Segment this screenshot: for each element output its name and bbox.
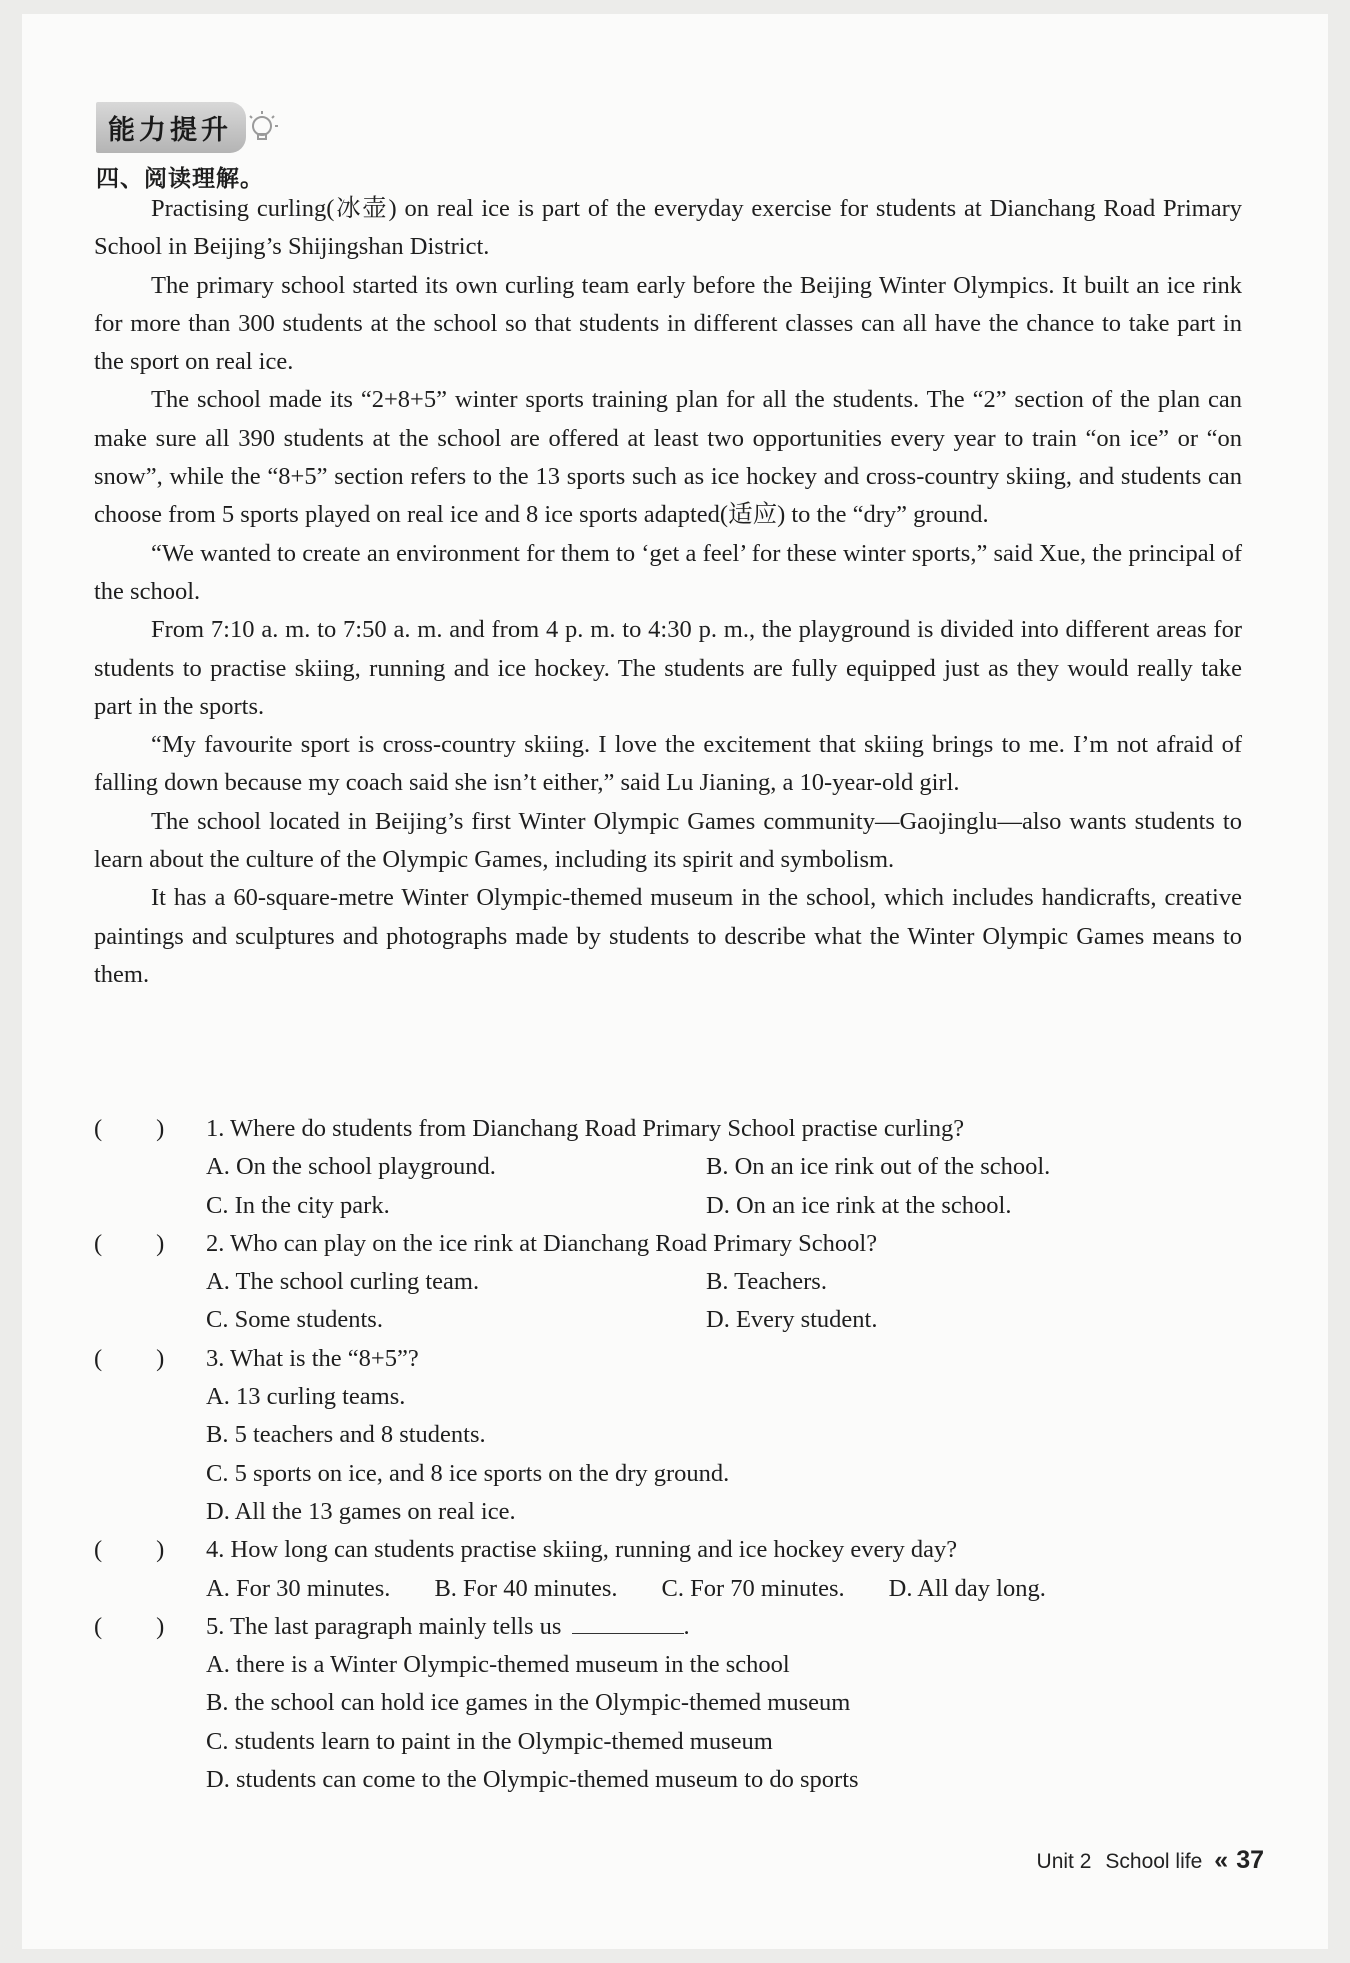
question-stem: 2. Who can play on the ice rink at Dianchang Road Primary School? [206, 1229, 878, 1257]
footer-unit: Unit 2 [1036, 1850, 1092, 1873]
option-c: C. students learn to paint in the Olympic-themed museum [206, 1727, 773, 1755]
page-footer [1037, 1846, 1264, 1875]
exercise-heading: 四、阅读理解。 [96, 166, 264, 192]
answer-blank[interactable]: ( ) [94, 1536, 165, 1564]
question-5 [94, 1608, 1242, 1799]
answer-blank[interactable]: ( ) [94, 1344, 165, 1372]
option-a: A. On the school playground. [206, 1153, 496, 1181]
question-stem: 1. Where do students from Dianchang Road Primary School practise curling? [206, 1115, 965, 1142]
passage-paragraph: “My favourite sport is cross-country skiing. I love the excitement that skiing brings to me. I’m not afraid of falling down because my coach said she isn’t either,” said Lu Jianing, a 10-year-old girl. [94, 731, 1242, 797]
option-b: B. Teachers. [706, 1268, 827, 1296]
answer-blank[interactable]: ( ) [94, 1115, 165, 1142]
reading-passage [94, 190, 1242, 994]
fill-in-blank-line[interactable] [572, 1609, 684, 1634]
option-c: C. In the city park. [206, 1191, 390, 1219]
option-a: A. The school curling team. [206, 1268, 480, 1296]
option-d: D. students can come to the Olympic-themed museum to do sports [206, 1766, 859, 1794]
passage-paragraph: The school located in Beijing’s first Winter Olympic Games community—Gaojinglu—also wants students to learn about the culture of the Olympic Games, including its spirit and symbolism. [94, 807, 1242, 874]
option-b: B. the school can hold ice games in the Olympic-themed museum [206, 1689, 851, 1717]
option-c: C. For 70 minutes. [661, 1574, 845, 1602]
question-stem: 3. What is the “8+5”? [206, 1344, 419, 1372]
passage-paragraph: Practising curling(冰壶) on real ice is part of the everyday exercise for students at Dianchang Road Primary School in Beijing’s Shijingshan District. [94, 195, 1242, 261]
option-d: D. On an ice rink at the school. [706, 1191, 1012, 1219]
answer-blank[interactable]: ( ) [94, 1229, 165, 1257]
answer-blank[interactable]: ( ) [94, 1612, 165, 1640]
footer-unit-title: School life [1105, 1850, 1203, 1873]
option-d: D. All the 13 games on real ice. [206, 1497, 516, 1525]
lightbulb-icon [242, 108, 282, 148]
option-d: D. Every student. [706, 1306, 878, 1334]
option-b: B. For 40 minutes. [434, 1574, 618, 1602]
question-1 [94, 1110, 1242, 1225]
passage-paragraph: It has a 60-square-metre Winter Olympic-themed museum in the school, which includes handicrafts, creative paintings and sculptures and photographs made by students to describe what the Winter Olympic Games means to them. [94, 884, 1242, 988]
question-stem: 5. The last paragraph mainly tells us [206, 1612, 562, 1640]
passage-paragraph: The school made its “2+8+5” winter sports training plan for all the students. The “2” section of the plan can make sure all 390 students at the school are offered at least two opportunities every year to train “on ice” or “on snow”, while the “8+5” section refers to the 13 sports such as ice hockey and cross-country skiing, and students can choose from 5 sports played on real ice and 8 ice sports adapted(适应) to the “dry” ground. [94, 386, 1242, 529]
option-d: D. All day long. [888, 1574, 1046, 1602]
page-number: 37 [1236, 1846, 1264, 1874]
passage-paragraph: “We wanted to create an environment for them to ‘get a feel’ for these winter sports,” said Xue, the principal of the school. [94, 539, 1242, 605]
question-stem-end: . [683, 1612, 690, 1640]
question-2 [94, 1225, 1242, 1340]
section-badge-label: 能力提升 [96, 102, 246, 153]
section-badge [96, 102, 282, 153]
option-a: A. there is a Winter Olympic-themed museum in the school [206, 1651, 790, 1679]
question-list [94, 1110, 1242, 1799]
option-b: B. 5 teachers and 8 students. [206, 1421, 486, 1449]
passage-paragraph: The primary school started its own curling team early before the Beijing Winter Olympics. It built an ice rink for more than 300 students at the school so that students in different classes can all have the chance to take part in the sport on real ice. [94, 271, 1242, 376]
question-4 [94, 1531, 1242, 1608]
option-c: C. 5 sports on ice, and 8 ice sports on the dry ground. [206, 1459, 730, 1487]
option-c: C. Some students. [206, 1306, 383, 1334]
question-stem: 4. How long can students practise skiing, running and ice hockey every day? [206, 1536, 958, 1564]
option-b: B. On an ice rink out of the school. [706, 1153, 1051, 1181]
passage-paragraph: From 7:10 a. m. to 7:50 a. m. and from 4 p. m. to 4:30 p. m., the playground is divided into different areas for students to practise skiing, running and ice hockey. The students are fully equipped just as they would really take part in the sports. [94, 616, 1242, 720]
option-a: A. 13 curling teams. [206, 1383, 406, 1411]
option-a: A. For 30 minutes. [206, 1574, 391, 1602]
question-3 [94, 1340, 1242, 1531]
double-chevron-left-icon: « [1214, 1846, 1225, 1874]
